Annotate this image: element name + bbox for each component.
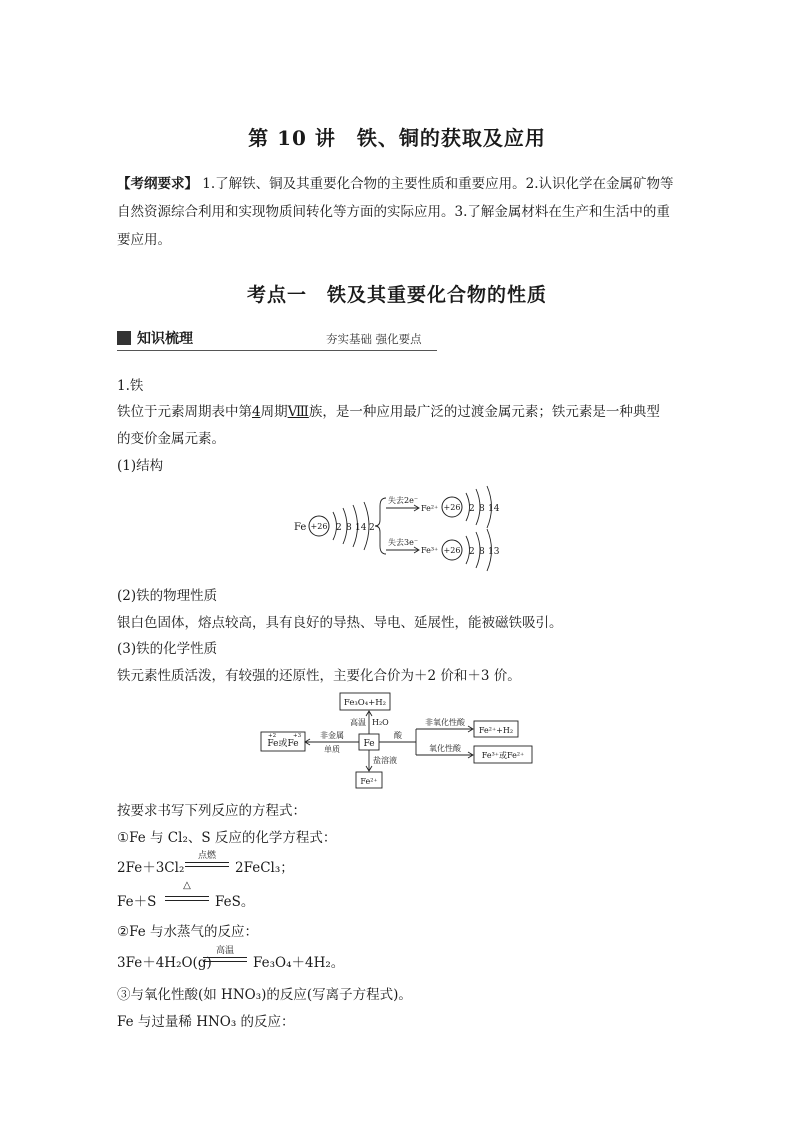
right-bot-box-label: Fe³⁺或Fe²⁺ [481,751,525,760]
left-ox2: +2 [268,733,277,739]
eq2-right: FeS。 [215,894,255,910]
eq2-cond: △ [183,880,191,891]
eq-q2: ②Fe 与水蒸气的反应： [117,924,259,940]
section-label: 知识梳理 [137,331,193,347]
period-value: 4 [252,404,261,420]
eq3-equals [203,957,247,962]
eq-q4: Fe 与过量稀 HNO₃ 的反应： [117,1014,295,1030]
eq2-left: Fe＋S [117,894,157,910]
eq-intro: 按要求书写下列反应的方程式： [117,803,306,819]
fe2-shell-2: 8 [479,504,485,514]
ox-label: 氧化性酸 [429,744,461,753]
group-value: Ⅷ [287,404,309,420]
fe2-shell-3: 14 [488,504,500,514]
fe2-nucleus-label: +26 [443,503,461,512]
fe-shell-3: 14 [355,523,367,533]
physical-heading: (2)铁的物理性质 [117,588,218,604]
electron-structure-diagram [290,478,520,578]
equation-fe-h2o [117,943,457,973]
fe2-shell-1: 2 [469,504,475,514]
fe3-label: Fe³⁺ [421,546,439,555]
fe-shell-2: 8 [346,523,352,533]
acid-label: 酸 [394,731,402,740]
fe-symbol: Fe [294,522,307,533]
text-span: 周期 [260,404,288,420]
eq1-equals [185,862,229,867]
left-box-label: Fe或Fe [267,739,299,749]
requirements-text: 1.了解铁、铜及其重要化合物的主要性质和重要应用。2.认识化学在金属矿物等自然资源综合利用和实现物质间转化等方面的实际应用。3.了解金属材料在生产和生活中的重要应用。 [117,176,674,248]
iron-position-line [117,400,660,420]
top-box-label: Fe₃O₄+H₂ [343,698,387,708]
eq3-left: 3Fe＋4H₂O(g) [117,955,212,971]
center-fe: Fe [363,739,375,749]
fe3-shell-1: 2 [469,547,475,557]
kaodian-title: 考点一 铁及其重要化合物的性质 [246,284,547,306]
lesson-title: 第 10 讲 铁、铜的获取及应用 [248,126,546,150]
left-cond1: 非金属 [320,731,344,740]
iron-position-line2: 的变价金属元素。 [117,431,225,447]
fe-shell-4: 2 [369,523,375,533]
fe-shell-1: 2 [336,523,342,533]
section-square-icon [117,331,131,345]
eq2-equals [165,896,209,901]
iron-heading: 1.铁 [117,378,144,394]
fe3-nucleus-label: +26 [443,546,461,555]
text-span: 族，是一种应用最广泛的过渡金属元素；铁元素是一种典型 [308,404,660,420]
right-top-box-label: Fe²⁺+H₂ [478,726,514,735]
fe-nucleus-label: +26 [310,522,328,531]
eq-q3: ③与氧化性酸(如 HNO₃)的反应(写离子方程式)。 [117,987,412,1003]
left-ox3: +3 [293,733,302,739]
lose3-label: 失去3e⁻ [388,538,419,547]
physical-text: 银白色固体，熔点较高，具有良好的导热、导电、延展性，能被磁铁吸引。 [117,615,563,631]
chemical-text: 铁元素性质活泼，有较强的还原性，主要化合价为＋2 价和＋3 价。 [117,668,521,684]
lose2-label: 失去2e⁻ [388,496,419,505]
eq3-right: Fe₃O₄＋4H₂。 [253,955,345,971]
brace [375,498,386,554]
equation-fe-cl2 [117,848,417,878]
text-span: 铁位于元素周期表中第 [117,404,252,420]
bottom-box-label: Fe²⁺ [360,777,378,786]
chemical-heading: (3)铁的化学性质 [117,641,218,657]
cond-high-temp: 高温 [350,718,366,727]
cond-h2o: H₂O [372,718,389,727]
eq1-left: 2Fe＋3Cl₂ [117,860,185,876]
equation-fe-s [117,882,417,912]
salt-label: 盐溶液 [373,756,397,765]
requirements-tag: 【考纲要求】 [117,176,198,192]
fe2-label: Fe²⁺ [421,504,439,513]
section-subtitle: 夯实基础 强化要点 [326,332,422,346]
syllabus-requirements [117,170,677,254]
fe3-shell-2: 8 [479,547,485,557]
eq1-right: 2FeCl₃； [235,860,294,876]
eq3-cond: 高温 [215,946,234,956]
iron-reaction-diagram [258,690,536,790]
section-header [117,326,437,351]
eq-q1: ①Fe 与 Cl₂、S 反应的化学方程式： [117,830,337,846]
nonox-label: 非氧化性酸 [425,718,465,727]
eq1-cond: 点燃 [197,851,216,861]
left-cond2: 单质 [324,745,340,754]
structure-heading: (1)结构 [117,458,164,474]
fe3-shell-3: 13 [488,547,500,557]
